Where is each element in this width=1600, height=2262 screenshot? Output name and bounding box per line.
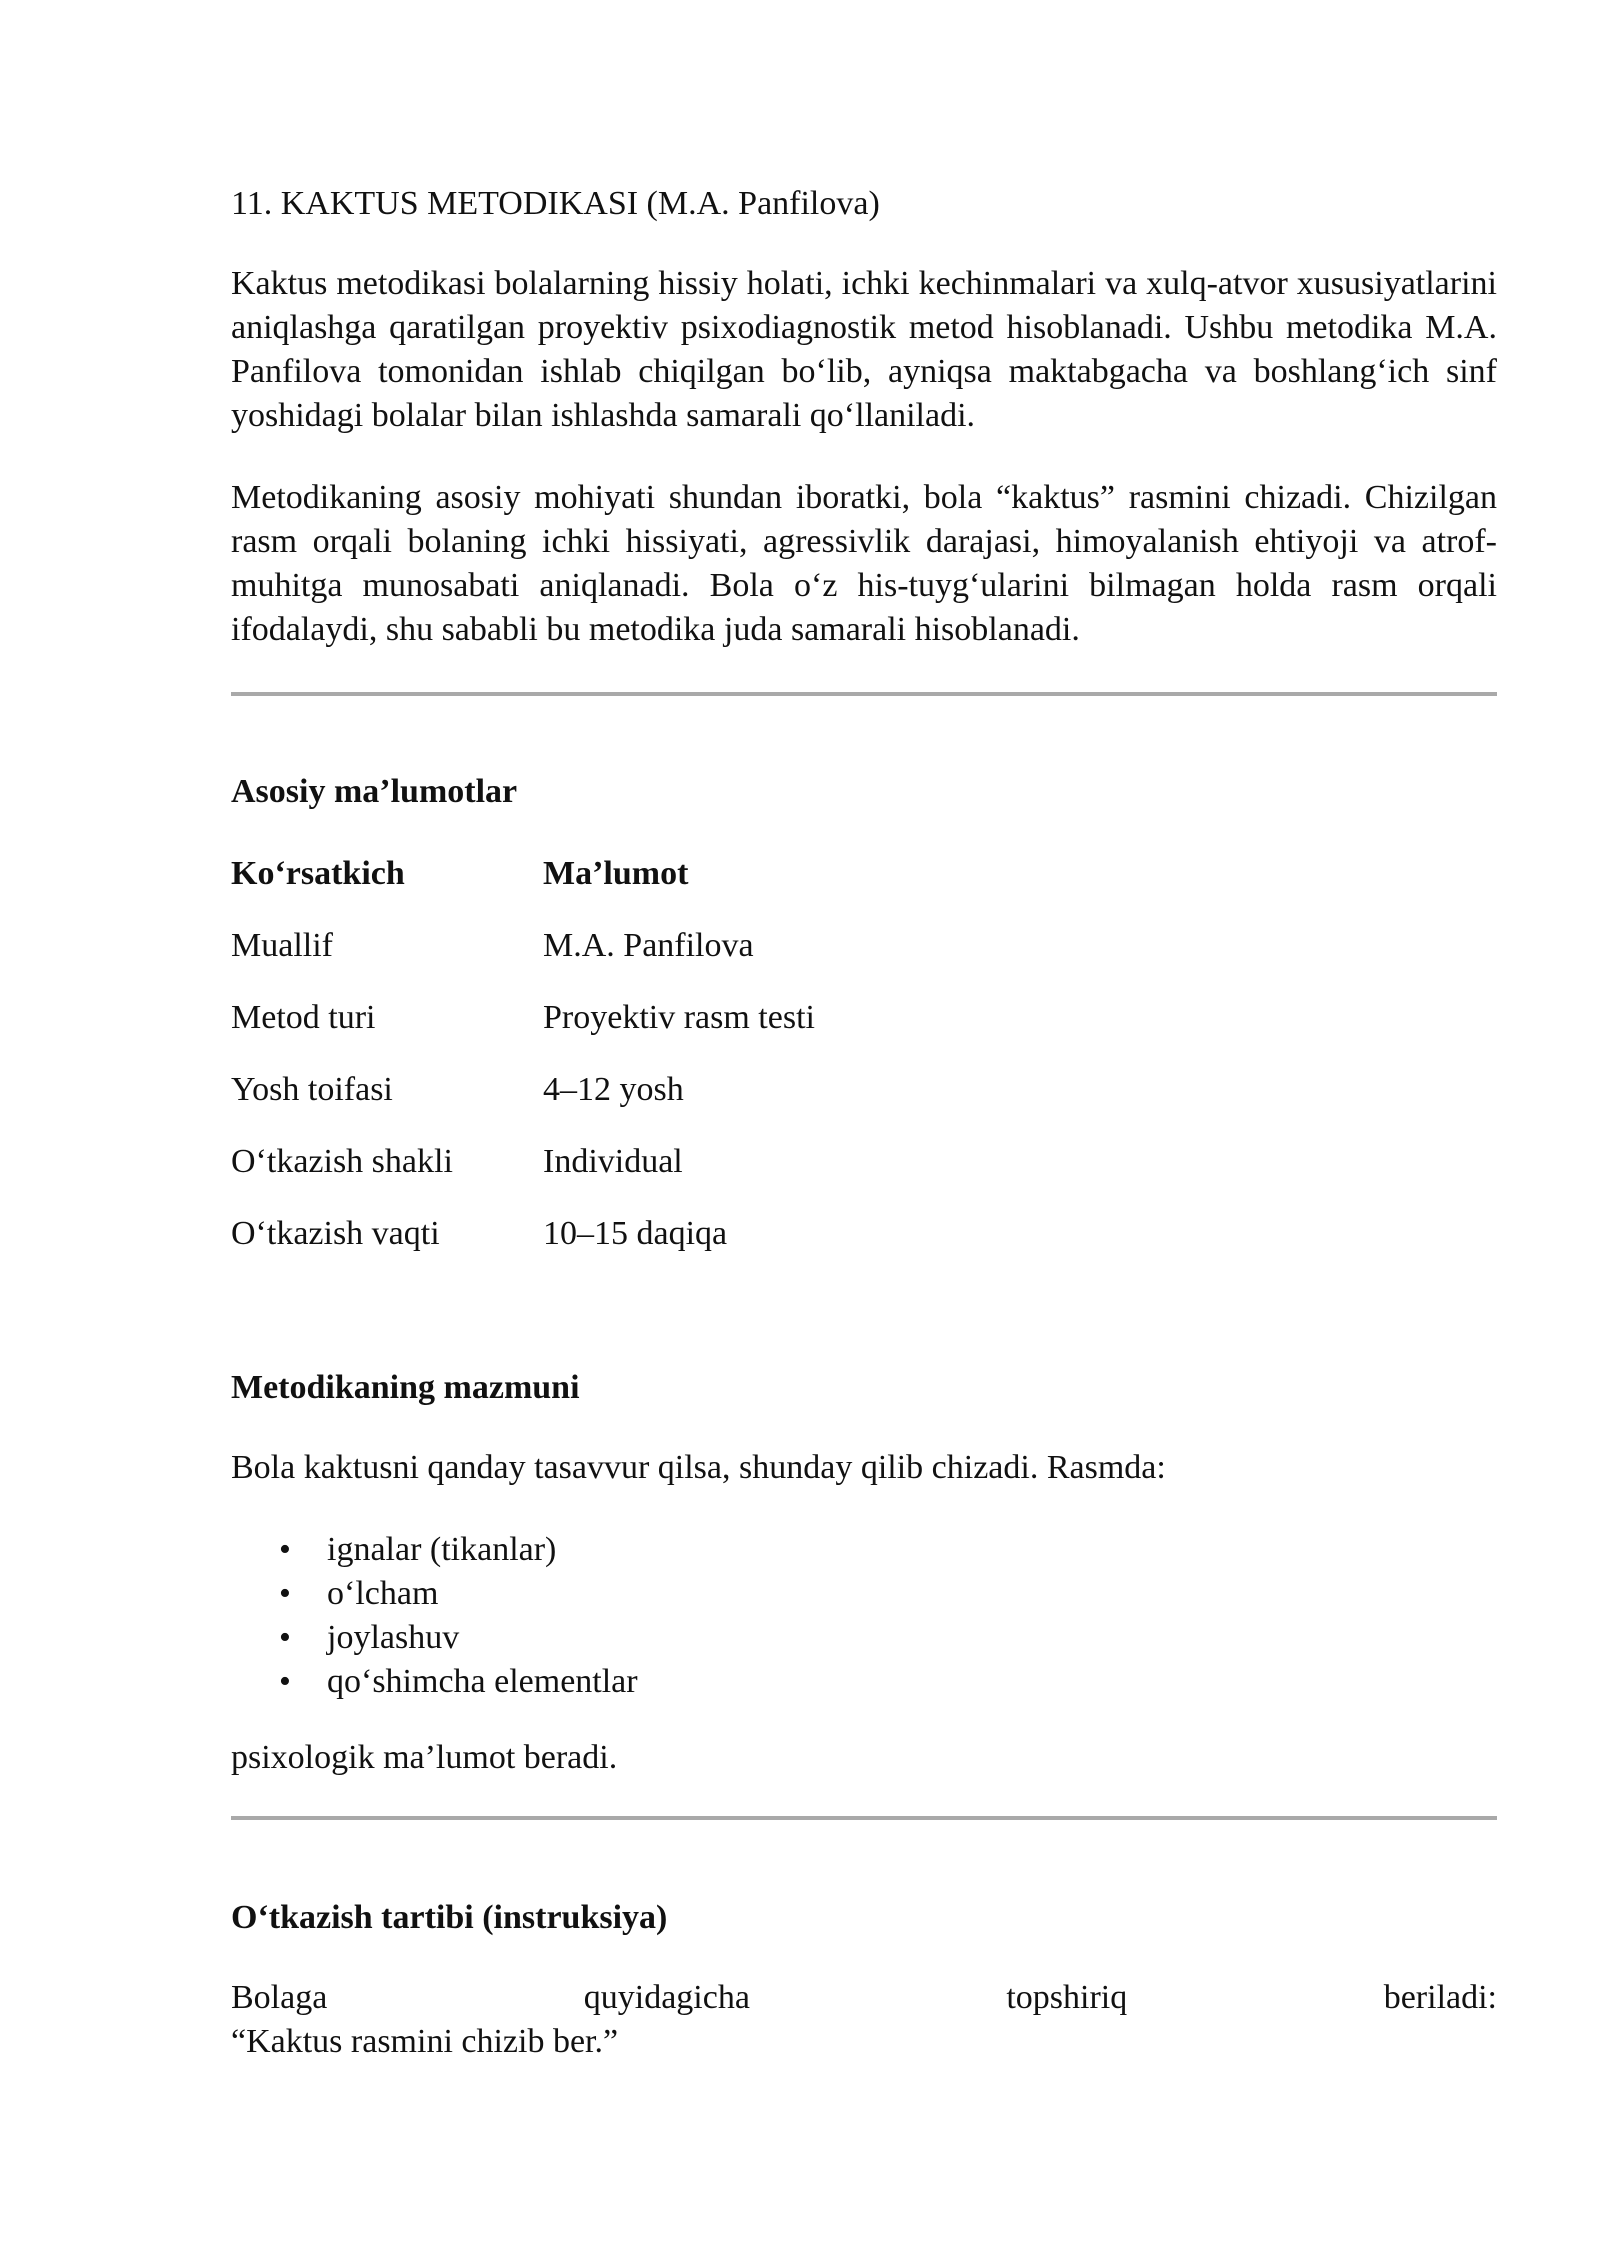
list-item: • o‘lcham — [327, 1572, 1497, 1616]
table-row — [231, 1140, 815, 1212]
column-header: Ma’lumot — [543, 855, 689, 892]
section-divider — [231, 1816, 1497, 1820]
table-cell: M.A. Panfilova — [543, 927, 754, 964]
section-divider — [231, 692, 1497, 696]
instruction-line — [231, 1976, 1497, 2020]
content-closing: psixologik ma’lumot beradi. — [231, 1739, 618, 1776]
table-cell: 10–15 daqiqa — [543, 1215, 728, 1252]
section-heading-procedure: O‘tkazish tartibi (instruksiya) — [231, 1899, 668, 1936]
list-item: • ignalar (tikanlar) — [327, 1528, 1497, 1572]
table-row — [231, 924, 815, 996]
column-header: Ko‘rsatkich — [231, 855, 405, 892]
intro-paragraph: Metodikaning asosiy mohiyati shundan iboratki, bola “kaktus” rasmini chizadi. Chizilgan rasm orqali bolaning ichki hissiyati, agressivlik darajasi, himoyalanish ehtiyoji va atrof-muhitga munosabati aniqlanadi. Bola o‘z his-tuyg‘ularini bilmagan holda rasm orqali ifodalaydi, shu sababli bu metodika juda samarali hisoblanadi. — [231, 479, 1497, 648]
instruction-quote: “Kaktus rasmini chizib ber.” — [231, 2023, 619, 2060]
list-item: • joylashuv — [327, 1616, 1497, 1660]
table-cell: Proyektiv rasm testi — [543, 999, 815, 1036]
instruction-word: quyidagicha — [583, 1979, 750, 2016]
table-cell: Metod turi — [231, 999, 376, 1036]
list-item: • qo‘shimcha elementlar — [327, 1660, 1497, 1704]
table-cell: Muallif — [231, 927, 333, 964]
table-header-row — [231, 852, 815, 924]
content-lead: Bola kaktusni qanday tasavvur qilsa, shunday qilib chizadi. Rasmda: — [231, 1449, 1166, 1486]
instruction-word: beriladi: — [1383, 1979, 1497, 2016]
instruction-word: Bolaga — [231, 1979, 328, 2016]
table-cell: O‘tkazish shakli — [231, 1143, 453, 1180]
document-title: 11. KAKTUS METODIKASI (M.A. Panfilova) — [231, 185, 880, 222]
table-row — [231, 996, 815, 1068]
document-page — [231, 182, 1497, 2064]
table-cell: O‘tkazish vaqti — [231, 1215, 440, 1252]
section-heading-info: Asosiy ma’lumotlar — [231, 773, 518, 810]
table-row — [231, 1212, 815, 1284]
info-table — [231, 852, 815, 1284]
section-heading-content: Metodikaning mazmuni — [231, 1369, 580, 1406]
bullet-list — [231, 1528, 1497, 1704]
table-row — [231, 1068, 815, 1140]
table-cell: Individual — [543, 1143, 683, 1180]
intro-paragraph: Kaktus metodikasi bolalarning hissiy holati, ichki kechinmalari va xulq-atvor xususiyatlarini aniqlashga qaratilgan proyektiv psixodiagnostik metod hisoblanadi. Ushbu metodika M.A. Panfilova tomonidan ishlab chiqilgan bo‘lib, ayniqsa maktabgacha va boshlang‘ich sinf yoshidagi bolalar bilan ishlashda samarali qo‘llaniladi. — [231, 265, 1497, 434]
instruction-word: topshiriq — [1006, 1979, 1128, 2016]
table-cell: 4–12 yosh — [543, 1071, 684, 1108]
table-cell: Yosh toifasi — [231, 1071, 393, 1108]
